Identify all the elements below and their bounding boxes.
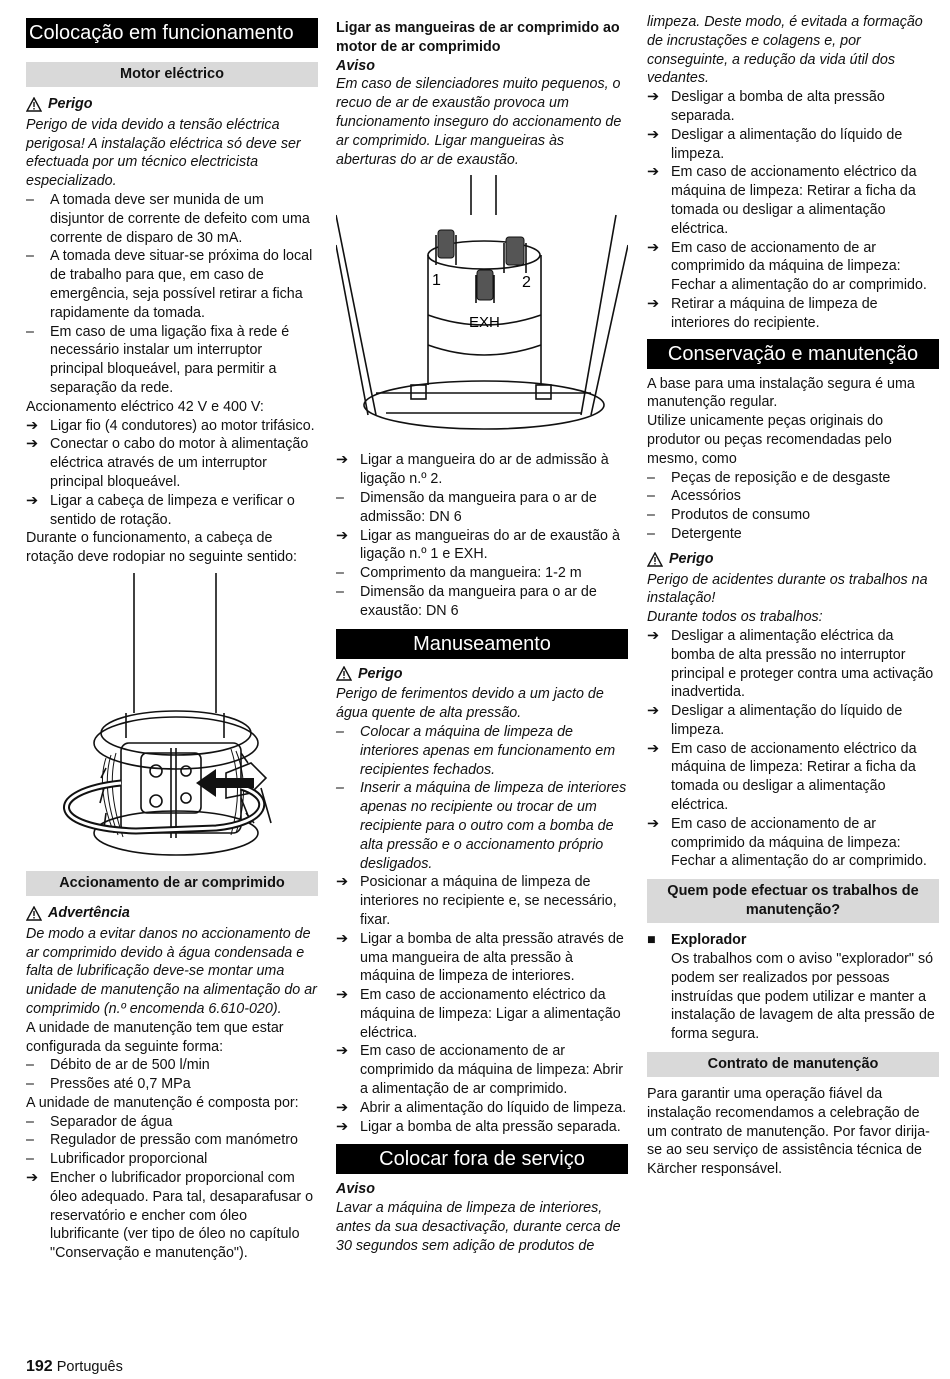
dash-list	[26, 191, 318, 398]
continued-text: limpeza. Deste modo, é evitada a formação de incrustações e colagens e, por conseguinte, a redução da vida útil dos vedantes.	[647, 14, 923, 87]
list-item: ➔ Retirar a máquina de limpeza de interiores do recipiente.	[647, 295, 878, 331]
subheading-who-maintains: Quem pode efectuar os trabalhos de manutenção?	[647, 879, 939, 923]
danger-warning	[647, 550, 939, 569]
warning-triangle-icon	[26, 906, 42, 921]
list-item: ■ Explorador	[647, 932, 747, 949]
list-item: – Peças de reposição e de desgaste	[647, 469, 891, 486]
port-2-label: 2	[522, 274, 531, 292]
list-item: ➔ Em caso de accionamento de ar comprimido da máquina de limpeza: Fechar a alimentação do ar comprimido.	[647, 239, 927, 294]
list-item: – A tomada deve ser munida de um disjuntor de corrente de defeito com uma corrente de disparo de 30 mA.	[26, 191, 310, 246]
warning-triangle-icon	[26, 97, 42, 112]
section-title-commissioning: Colocação em funcionamento	[26, 18, 318, 48]
arrow-icon: ➔	[26, 1170, 38, 1187]
list-item: – Separador de água	[26, 1113, 173, 1130]
page-footer	[26, 1358, 123, 1377]
footer-language: Português	[56, 1359, 123, 1375]
drive-label: Accionamento eléctrico 42 V e 400 V:	[26, 398, 264, 415]
column-2	[336, 16, 628, 1256]
step-list	[26, 417, 318, 530]
arrow-icon: ➔	[647, 703, 659, 720]
list-item: ➔ Ligar a bomba de alta pressão através de uma mangueira de alta pressão à máquina de limpeza de interiores.	[336, 930, 624, 985]
arrow-icon: ➔	[336, 527, 348, 544]
warning-text: Perigo de acidentes durante os trabalhos na instalação!	[647, 571, 928, 607]
air-motor-figure	[336, 175, 628, 445]
list-item: – Comprimento da mangueira: 1-2 m	[336, 565, 582, 582]
exh-port-label: EXH	[469, 314, 500, 332]
list-item: – Pressões até 0,7 MPa	[26, 1076, 191, 1093]
list-item: – Em caso de uma ligação fixa à rede é necessário instalar um interruptor principal bloqueável, para permitir a separação da rede.	[26, 323, 290, 396]
hose-list	[336, 451, 628, 620]
arrow-icon: ➔	[26, 417, 38, 434]
column-1	[26, 16, 318, 1263]
arrow-icon: ➔	[336, 452, 348, 469]
warning-subtext: Durante todos os trabalhos:	[647, 609, 823, 626]
arrow-icon: ➔	[336, 1043, 348, 1060]
subheading-compressed-air: Accionamento de ar comprimido	[26, 871, 318, 896]
warning-text: Perigo de ferimentos devido a um jacto de água quente de alta pressão.	[336, 686, 604, 722]
list-item: ➔ Desligar a bomba de alta pressão separada.	[647, 89, 885, 124]
arrow-icon: ➔	[647, 627, 659, 644]
list-item: – Acessórios	[647, 488, 741, 505]
arrow-icon: ➔	[647, 740, 659, 757]
section-title-care: Conservação e manutenção	[647, 339, 939, 369]
danger-warning	[336, 665, 628, 684]
port-1-label: 1	[432, 272, 441, 290]
arrow-icon: ➔	[647, 295, 659, 312]
list-item: ➔ Desligar a alimentação do líquido de limpeza.	[647, 703, 903, 738]
list-item: ➔ Ligar fio (4 condutores) ao motor trifásico.	[26, 417, 315, 434]
config-label: A unidade de manutenção tem que estar configurada da seguinte forma:	[26, 1019, 284, 1055]
arrow-icon: ➔	[647, 239, 659, 256]
list-item: ➔ Em caso de accionamento de ar comprimido da máquina de limpeza: Fechar a alimentação do ar comprimido.	[647, 815, 927, 870]
list-item: ➔ Ligar a bomba de alta pressão separada.	[336, 1118, 621, 1135]
list-item: ➔ Em caso de accionamento de ar comprimido da máquina de limpeza: Abrir a alimentação de ar comprimido.	[336, 1043, 624, 1098]
list-item: – Inserir a máquina de limpeza de interiores apenas no recipiente ou trocar de um recipiente para o outro com a bomba de alta pressão e o accionamento próprio desligados.	[336, 780, 627, 872]
section-title-handling: Manuseamento	[336, 629, 628, 659]
notice-text: Em caso de silenciadores muito pequenos, o recuo de ar de exaustão provoca um funcionamento inseguro do accionamento de ar comprimido. Ligar mangueiras às aberturas do ar de exaustão.	[336, 76, 622, 168]
arrow-icon: ➔	[647, 164, 659, 181]
list-item: ➔ Em caso de accionamento eléctrico da máquina de limpeza: Retirar a ficha da tomada ou desligar a alimentação eléctrica.	[647, 164, 917, 237]
section-title-shutdown: Colocar fora de serviço	[336, 1144, 628, 1174]
parts-label: A unidade de manutenção é composta por:	[26, 1094, 299, 1111]
warning-triangle-icon	[336, 666, 352, 681]
arrow-icon: ➔	[336, 930, 348, 947]
column-3	[647, 13, 939, 1179]
advertencia-warning	[26, 904, 318, 923]
list-item: ➔ Encher o lubrificador proporcional com óleo adequado. Para tal, desaparafusar o reservatório e encher com óleo lubrificante (ver tipo de óleo no capítulo "Conservação e manutenção").	[26, 1170, 314, 1262]
list-item: – Dimensão da mangueira para o ar de admissão: DN 6	[336, 489, 597, 525]
list-item: ➔ Abrir a alimentação do líquido de limpeza.	[336, 1099, 627, 1116]
list-item: – Regulador de pressão com manómetro	[26, 1132, 298, 1149]
notice-label: Aviso	[336, 1181, 375, 1198]
arrow-icon: ➔	[26, 492, 38, 509]
list-item: ➔ Conectar o cabo do motor à alimentação eléctrica através de um interruptor principal bloqueável.	[26, 436, 309, 490]
arrow-icon: ➔	[647, 815, 659, 832]
arrow-icon: ➔	[26, 436, 38, 453]
role-text: Os trabalhos com o aviso "explorador" só podem ser realizados por pessoas instruídas que podem utilizar e manter a instalação de lavagem de alta pressão de forma segura.	[671, 951, 935, 1043]
arrow-icon: ➔	[336, 1099, 348, 1116]
list-item: – A tomada deve situar-se próxima do local de trabalho para que, em caso de emergência, seja possível retirar a ficha rapidamente da tomada.	[26, 248, 313, 321]
warning-label: Perigo	[669, 550, 714, 567]
square-bullet-icon: ■	[647, 932, 656, 949]
list-item: ➔ Desligar a alimentação eléctrica da bomba de alta pressão no interruptor principal e proteger contra uma activação inadvertida.	[647, 627, 934, 701]
arrow-icon: ➔	[647, 126, 659, 143]
list-item: – Produtos de consumo	[647, 507, 811, 524]
arrow-icon: ➔	[647, 89, 659, 106]
care-intro-1: A base para uma instalação segura é uma manutenção regular.	[647, 375, 915, 411]
list-item: ➔ Em caso de accionamento eléctrico da máquina de limpeza: Ligar a alimentação eléctrica.	[336, 987, 621, 1041]
rotation-text: Durante o funcionamento, a cabeça de rotação deve rodopiar no seguinte sentido:	[26, 530, 298, 566]
warning-text: De modo a evitar danos no accionamento de ar comprimido devido à água condensada e falta de lubrificação deve-se montar uma unidade de manutenção na alimentação do ar comprimido (n.º encomenda 6.610-020).	[26, 925, 317, 1017]
warning-triangle-icon	[647, 552, 663, 567]
list-item: ➔ Em caso de accionamento eléctrico da máquina de limpeza: Retirar a ficha da tomada ou desligar a alimentação eléctrica.	[647, 740, 917, 814]
list-item: ➔ Desligar a alimentação do líquido de limpeza.	[647, 126, 903, 162]
arrow-icon: ➔	[336, 1118, 348, 1135]
list-item: – Colocar a máquina de limpeza de interiores apenas em funcionamento em recipientes fechados.	[336, 723, 616, 778]
list-item: – Débito de ar de 500 l/min	[26, 1057, 210, 1074]
arrow-icon: ➔	[336, 987, 348, 1004]
notice-label: Aviso	[336, 57, 375, 74]
page-number: 192	[26, 1358, 53, 1375]
arrow-icon: ➔	[336, 874, 348, 891]
list-item: ➔ Posicionar a máquina de limpeza de interiores no recipiente e, se necessário, fixar.	[336, 874, 617, 928]
list-item: – Lubrificador proporcional	[26, 1151, 208, 1168]
rotation-direction-figure	[26, 573, 318, 863]
notice-text: Lavar a máquina de limpeza de interiores, antes da sua desactivação, durante cerca de 30 segundos sem adição de produtos de	[336, 1200, 621, 1254]
warning-label: Perigo	[48, 96, 93, 112]
list-item: ➔ Ligar as mangueiras do ar de exaustão à ligação n.º 1 e EXH.	[336, 527, 620, 563]
danger-warning	[26, 95, 318, 114]
warning-label: Advertência	[48, 904, 130, 921]
list-item: ➔ Ligar a cabeça de limpeza e verificar o sentido de rotação.	[26, 492, 295, 528]
list-item: – Dimensão da mangueira para o ar de exaustão: DN 6	[336, 583, 597, 619]
warning-label: Perigo	[358, 665, 403, 682]
list-item: ➔ Ligar a mangueira do ar de admissão à ligação n.º 2.	[336, 452, 609, 488]
subheading-electric-motor: Motor eléctrico	[26, 62, 318, 87]
care-intro-2: Utilize unicamente peças originais do produtor ou peças recomendadas pelo mesmo, como	[647, 413, 892, 467]
subheading-maintenance-contract: Contrato de manutenção	[647, 1052, 939, 1077]
subheading-connect-hoses: Ligar as mangueiras de ar comprimido ao motor de ar comprimido	[336, 20, 620, 55]
list-item: – Detergente	[647, 525, 742, 542]
warning-text: Perigo de vida devido a tensão eléctrica perigosa! A instalação eléctrica só deve ser efectuada por um técnico electricista especializado.	[26, 116, 301, 190]
contract-text: Para garantir uma operação fiável da instalação recomendamos a celebração de um contrato de manutenção. Por favor dirija-se ao seu serviço de assistência técnica de Kärcher responsável.	[647, 1086, 930, 1178]
